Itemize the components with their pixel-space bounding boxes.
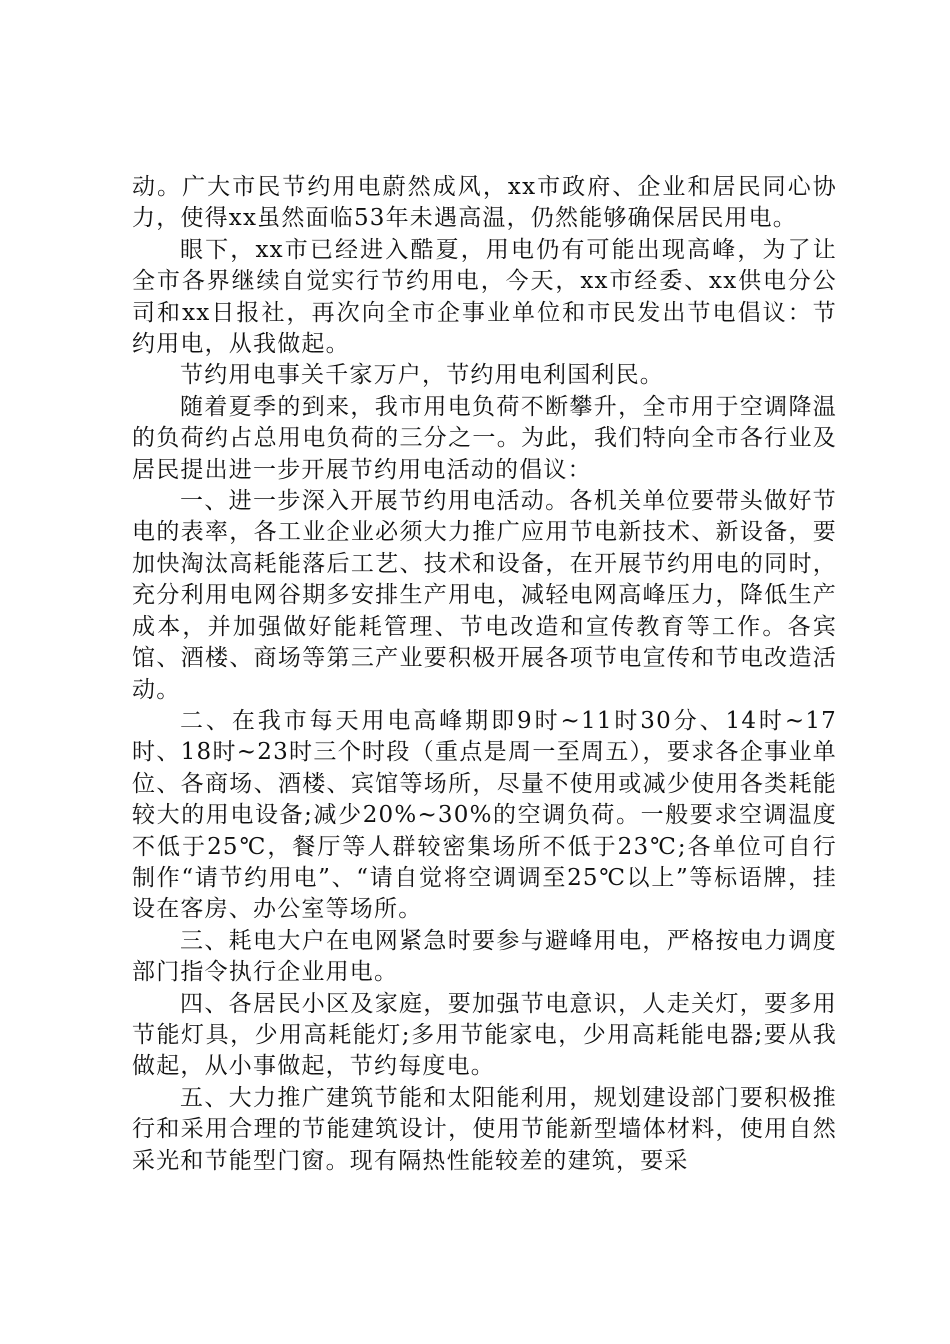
paragraph-item-2: 二、在我市每天用电高峰期即9时~11时30分、14时~17时、18时~23时三个时段（重点是周一至周五），要求各企事业单位、各商场、酒楼、宾馆等场所，尽量不使用或减少使用各类耗能较大的用电设备;减少20%~30%的空调负荷。一般要求空调温度不低于25℃，餐厅等人群较密集场所不低于23℃;各单位可自行制作“请节约用电”、“请自觉将空调调至25℃以上”等标语牌，挂设在客房、办公室等场所。 bbox=[132, 707, 837, 923]
paragraph-item-4: 四、各居民小区及家庭，要加强节电意识，人走关灯，要多用节能灯具，少用高耗能灯;多用节能家电，少用高耗能电器;要从我做起，从小事做起，节约每度电。 bbox=[132, 990, 837, 1080]
paragraph-continuation: 动。广大市民节约用电蔚然成风，xx市政府、企业和居民同心协力，使得xx虽然面临53年未遇高温，仍然能够确保居民用电。 bbox=[132, 174, 837, 232]
paragraph-item-5: 五、大力推广建筑节能和太阳能利用，规划建设部门要积极推行和采用合理的节能建筑设计，使用节能新型墙体材料，使用自然采光和节能型门窗。现有隔热性能较差的建筑，要采 bbox=[132, 1084, 837, 1174]
paragraph-background: 随着夏季的到来，我市用电负荷不断攀升，全市用于空调降温的负荷约占总用电负荷的三分之一。为此，我们特向全市各行业及居民提出进一步开展节约用电活动的倡议： bbox=[132, 393, 837, 483]
paragraph-slogan: 节约用电事关千家万户，节约用电利国利民。 bbox=[180, 362, 664, 389]
paragraph-item-3: 三、耗电大户在电网紧急时要参与避峰用电，严格按电力调度部门指令执行企业用电。 bbox=[132, 927, 837, 986]
paragraph-intro: 眼下，xx市已经进入酷夏，用电仍有可能出现高峰，为了让全市各界继续自觉实行节约用电，今天，xx市经委、xx供电分公司和xx日报社，再次向全市企事业单位和市民发出节电倡议：节约用电，从我做起。 bbox=[132, 236, 837, 358]
document-body bbox=[132, 172, 837, 1177]
paragraph-item-1: 一、进一步深入开展节约用电活动。各机关单位要带头做好节电的表率，各工业企业必须大力推广应用节电新技术、新设备，要加快淘汰高耗能落后工艺、技术和设备，在开展节约用电的同时，充分利用电网谷期多安排生产用电，减轻电网高峰压力，降低生产成本，并加强做好能耗管理、节电改造和宣传教育等工作。各宾馆、酒楼、商场等第三产业要积极开展各项节电宣传和节电改造活动。 bbox=[132, 488, 837, 703]
